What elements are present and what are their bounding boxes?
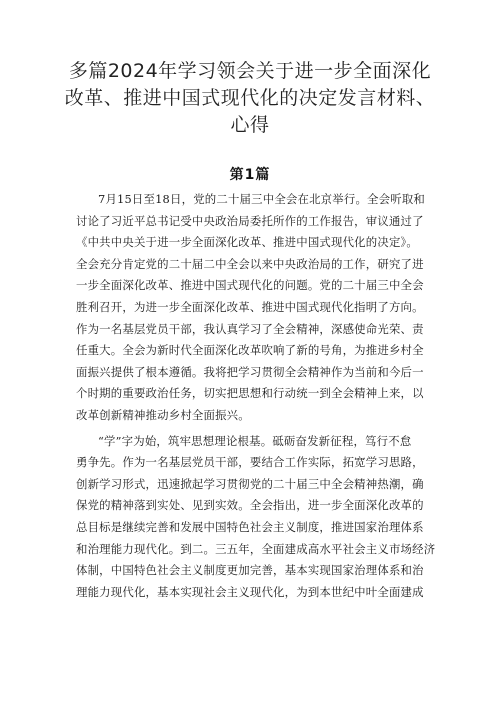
paragraph-1-line: 一步全面深化改革、推进中国式现代化的问题。党的二十届三中全会	[76, 278, 424, 293]
section-heading: 第1篇	[229, 167, 271, 183]
paragraph-2-line: “学”字为始，筑牢思想理论根基。砥砺奋发新征程，笃行不怠	[98, 433, 412, 448]
title-line-2: 改革、推进中国式现代化的决定发言材料、	[64, 87, 436, 109]
paragraph-1-line: 《中共中央关于进一步全面深化改革、推进中国式现代化的决定》。	[76, 235, 419, 250]
paragraph-1-line: 胜利召开，为进一步全面深化改革、推进中国式现代化指明了方向。	[76, 299, 424, 314]
title-line-3: 心得	[230, 114, 270, 136]
paragraph-1-line: 改革创新精神推动乡村全面振兴。	[76, 407, 250, 422]
paragraph-1-line: 全会充分肯定党的二十届二中全会以来中央政治局的工作，研究了进	[76, 256, 424, 271]
document-body	[76, 189, 436, 603]
paragraph-2-line: 创新学习形式，迅速掀起学习贯彻党的二十届三中全会精神热潮，确	[76, 476, 424, 491]
title-line-1: 多篇2024年学习领会关于进一步全面深化	[68, 60, 432, 82]
paragraph-1-line: 讨论了习近平总书记受中央政治局委托所作的工作报告，审议通过了	[76, 213, 424, 228]
paragraph-1-line: 任重大。全会为新时代全面深化改革吹响了新的号角，为推进乡村全	[76, 343, 424, 358]
paragraph-2-line: 勇争先。作为一名基层党员干部，要结合工作实际，拓宽学习思路，	[76, 455, 424, 470]
paragraph-1-line: 7月15日至18日，党的二十届三中全会在北京举行。全会听取和	[98, 192, 426, 206]
paragraph-2-line: 总目标是继续完善和发展中国特色社会主义制度，推进国家治理体系	[76, 519, 424, 534]
paragraph-1-line: 面振兴提供了根本遵循。我将把学习贯彻全会精神作为当前和今后一	[76, 364, 424, 379]
paragraph-2-line: 和治理能力现代化。到二。三五年，全面建成高水平社会主义市场经济	[76, 541, 436, 556]
paragraph-2-line: 理能力现代化，基本实现社会主义现代化，为到本世纪中叶全面建成	[76, 584, 424, 599]
paragraph-1-line: 个时期的重要政治任务，切实把思想和行动统一到全会精神上来，以	[76, 386, 424, 401]
document-title	[60, 58, 440, 139]
paragraph-2-line: 体制，中国特色社会主义制度更加完善，基本实现国家治理体系和治	[76, 563, 424, 578]
paragraph-1-line: 作为一名基层党员干部，我认真学习了全会精神，深感使命光荣、责	[76, 321, 424, 336]
paragraph-2-line: 保党的精神落到实处、见到实效。全会指出，进一步全面深化改革的	[76, 498, 424, 513]
